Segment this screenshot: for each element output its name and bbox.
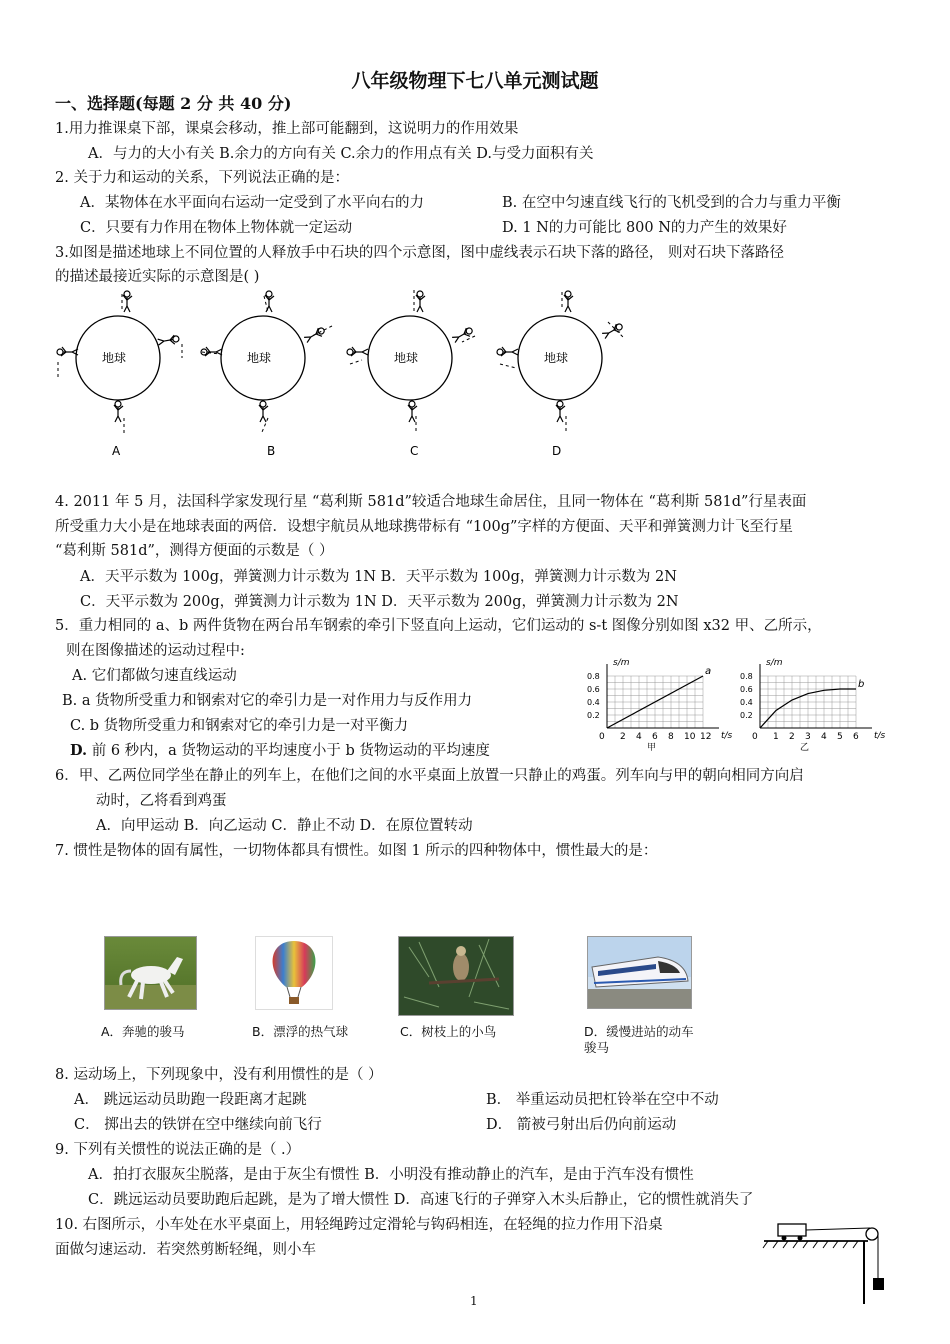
x-tick-label: 4 xyxy=(821,732,827,742)
st-chart-jia xyxy=(585,656,733,753)
section-heading: 一、选择题(每题 2 分 共 40 分) xyxy=(55,94,292,113)
cart-icon xyxy=(778,1224,806,1236)
series-label: a xyxy=(705,666,712,677)
q6-line1: 6．甲、乙两位同学坐在静止的列车上，在他们之间的水平桌面上放置一只静止的鸡蛋。列车向与甲的朝向相同方向启 xyxy=(55,768,804,784)
weight-icon xyxy=(873,1278,884,1290)
q3-line2: 的描述最接近实际的示意图是( ) xyxy=(55,269,260,285)
q5-option-d-label: D. xyxy=(70,742,88,759)
y-tick-label: 0.6 xyxy=(587,685,600,694)
q9-options-ab: A．拍打衣服灰尘脱落，是由于灰尘有惯性 B．小明没有推动静止的汽车，是由于汽车没有惯性 xyxy=(88,1167,694,1183)
page-number: 1 xyxy=(470,1294,478,1308)
q4-line2: 所受重力大小是在地球表面的两倍．设想宇航员从地球携带标有 “100g”字样的方便面、天平和弹簧测力计飞至行星 xyxy=(55,519,793,535)
q2-option-d: D. 1 N的力可能比 800 N的力产生的效果好 xyxy=(502,220,787,236)
y-tick-label: 0.8 xyxy=(740,672,753,681)
q9-stem: 9. 下列有关惯性的说法正确的是（ .） xyxy=(55,1142,301,1158)
q6-line2: 动时，乙将看到鸡蛋 xyxy=(96,793,227,809)
x-tick-label: 6 xyxy=(652,732,658,742)
bird-on-branch-image xyxy=(398,936,514,1016)
x-axis-label: t/s xyxy=(721,731,733,741)
x-tick-label: 8 xyxy=(668,732,674,742)
q8-option-c: C． 掷出去的铁饼在空中继续向前飞行 xyxy=(74,1117,322,1133)
y-tick-label: 0.2 xyxy=(587,711,600,720)
q8-option-a: A． 跳远运动员助跑一段距离才起跳 xyxy=(74,1092,307,1108)
q4-options-cd: C．天平示数为 200g，弹簧测力计示数为 1N D．天平示数为 200g，弹簧测力计示数为 2N xyxy=(80,594,679,610)
origin-label: 0 xyxy=(752,732,758,742)
horse-image xyxy=(104,936,197,1010)
y-tick-label: 0.8 xyxy=(587,672,600,681)
x-tick-label: 2 xyxy=(789,732,795,742)
chart-caption: 乙 xyxy=(800,743,810,753)
series-label: b xyxy=(858,679,865,690)
x-axis-label: t/s xyxy=(874,731,886,741)
diagram-b xyxy=(201,291,332,458)
diagram-c xyxy=(347,290,475,458)
q5-line2: 则在图像描述的运动过程中: xyxy=(66,643,245,659)
label-d: D xyxy=(552,444,562,458)
q2-option-b: B. 在空中匀速直线飞行的飞机受到的合力与重力平衡 xyxy=(502,195,841,211)
q7-caption-a: A．奔驰的骏马 xyxy=(101,1024,185,1039)
label-b: B xyxy=(267,444,276,458)
q10-line1: 10. 右图所示，小车处在水平桌面上，用轻绳跨过定滑轮与钩码相连，在轻绳的拉力作用下沿桌 xyxy=(55,1217,663,1233)
hot-air-balloon-image xyxy=(255,936,333,1010)
y-tick-label: 0.2 xyxy=(740,711,753,720)
q7-caption-b: B．漂浮的热气球 xyxy=(252,1024,349,1039)
q8-option-b: B． 举重运动员把杠铃举在空中不动 xyxy=(486,1092,719,1108)
label-c: C xyxy=(410,444,419,458)
q4-line3: “葛利斯 581d”，测得方便面的示数是（ ） xyxy=(55,543,334,559)
earth-label-d: 地球 xyxy=(544,351,569,365)
origin-label: 0 xyxy=(599,732,605,742)
q5-option-c: C. b 货物所受重力和钢索对它的牵引力是一对平衡力 xyxy=(70,718,409,734)
q7-caption-c: C．树枝上的小鸟 xyxy=(400,1024,497,1039)
x-tick-label: 5 xyxy=(837,732,843,742)
pulley-icon xyxy=(866,1228,878,1240)
earth-label-a: 地球 xyxy=(102,351,127,365)
x-tick-label: 10 xyxy=(684,732,696,742)
earth-diagrams xyxy=(50,282,650,467)
q7-caption-extra: 骏马 xyxy=(584,1040,610,1055)
x-tick-label: 4 xyxy=(636,732,642,742)
chart-caption: 甲 xyxy=(647,743,657,753)
x-tick-label: 3 xyxy=(805,732,811,742)
q8-stem: 8. 运动场上，下列现象中，没有利用惯性的是（ ） xyxy=(55,1067,383,1083)
y-tick-label: 0.4 xyxy=(587,698,600,707)
q9-options-cd: C．跳远运动员要助跑后起跳，是为了增大惯性 D．高速飞行的子弹穿入木头后静止，它的惯性就消失了 xyxy=(88,1192,754,1208)
q1-options: A．与力的大小有关 B.余力的方向有关 C.余力的作用点有关 D.与受力面积有关 xyxy=(88,146,594,162)
q10-line2: 面做匀速运动．若突然剪断轻绳，则小车 xyxy=(55,1242,316,1258)
y-axis-label: s/m xyxy=(613,658,630,668)
q1-stem: 1.用力推课桌下部，课桌会移动，推上部可能翻到，这说明力的作用效果 xyxy=(55,121,519,137)
label-a: A xyxy=(112,444,121,458)
q5-option-a: A. 它们都做匀速直线运动 xyxy=(72,668,237,684)
pulley-cart-diagram xyxy=(760,1218,895,1306)
q3-line1: 3.如图是描述地球上不同位置的人释放手中石块的四个示意图，图中虚线表示石块下落的路径， 则对石块下落路径 xyxy=(55,245,784,261)
q8-option-d: D． 箭被弓射出后仍向前运动 xyxy=(486,1117,677,1133)
q2-option-a: A．某物体在水平面向右运动一定受到了水平向右的力 xyxy=(80,195,424,211)
q7-caption-d: D．缓慢进站的动车 xyxy=(584,1024,694,1039)
q2-option-c: C．只要有力作用在物体上物体就一定运动 xyxy=(80,220,353,236)
x-tick-label: 12 xyxy=(700,732,712,742)
q5-option-b: B. a 货物所受重力和钢索对它的牵引力是一对作用力与反作用力 xyxy=(62,693,473,709)
x-tick-label: 2 xyxy=(620,732,626,742)
q7-stem: 7. 惯性是物体的固有属性，一切物体都具有惯性。如图 1 所示的四种物体中，惯性最大的是： xyxy=(55,843,658,859)
y-tick-label: 0.4 xyxy=(740,698,753,707)
bullet-train-image xyxy=(587,936,692,1009)
diagram-a xyxy=(57,291,182,458)
q4-line1: 4. 2011 年 5 月，法国科学家发现行星 “葛利斯 581d”较适合地球生命居住，且同一物体在 “葛利斯 581d”行星表面 xyxy=(55,494,807,510)
x-tick-label: 1 xyxy=(773,732,779,742)
q4-options-ab: A．天平示数为 100g，弹簧测力计示数为 1N B．天平示数为 100g，弹簧测力计示数为 2N xyxy=(80,569,677,585)
st-chart-yi xyxy=(738,656,898,752)
earth-label-c: 地球 xyxy=(394,351,419,365)
y-axis-label: s/m xyxy=(766,658,783,668)
page-title: 八年级物理下七八单元测试题 xyxy=(351,70,599,92)
q2-stem: 2. 关于力和运动的关系，下列说法正确的是： xyxy=(55,170,349,186)
q5-option-d-text: 前 6 秒内，a 货物运动的平均速度小于 b 货物运动的平均速度 xyxy=(87,743,490,759)
diagram-d xyxy=(497,291,624,458)
q5-line1: 5．重力相同的 a、b 两件货物在两台吊车钢索的牵引下竖直向上运动，它们运动的 s-t 图像分别如图 x32 甲、乙所示， xyxy=(55,618,822,634)
earth-label-b: 地球 xyxy=(247,351,272,365)
y-tick-label: 0.6 xyxy=(740,685,753,694)
q6-options: A．向甲运动 B．向乙运动 C．静止不动 D．在原位置转动 xyxy=(96,818,473,834)
q5-option-d xyxy=(70,739,490,760)
x-tick-label: 6 xyxy=(853,732,859,742)
